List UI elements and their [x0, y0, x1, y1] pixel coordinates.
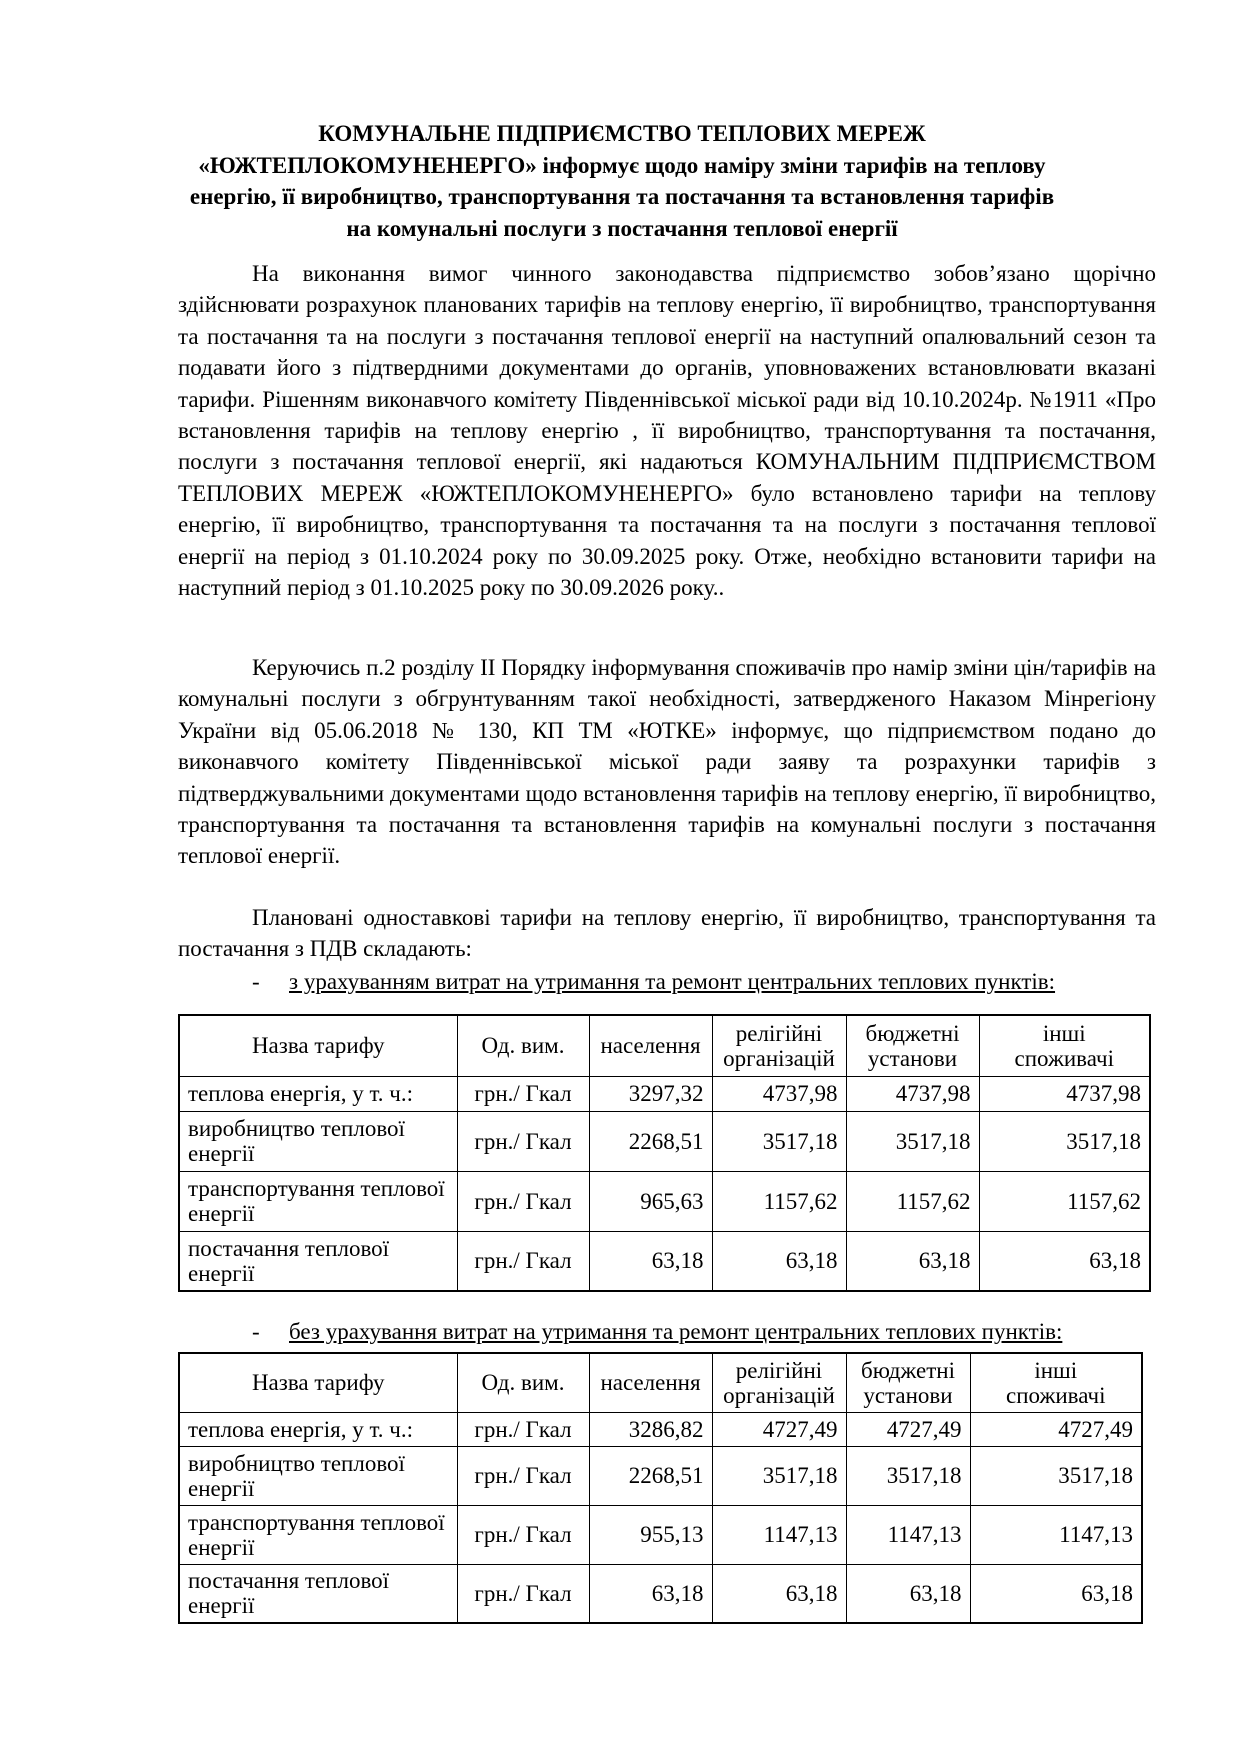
header-budget-line-2: установи	[863, 1382, 953, 1408]
header-other-line-2: споживачі	[1014, 1045, 1114, 1071]
header-religious-line-1: релігійні	[735, 1020, 823, 1046]
table-row	[179, 1111, 1150, 1171]
header-name: Назва тарифу	[179, 1353, 457, 1412]
row-religious: 63,18	[712, 1231, 846, 1291]
header-other-line-2: споживачі	[1006, 1382, 1106, 1408]
row-religious: 3517,18	[712, 1111, 846, 1171]
list-dash: -	[252, 969, 260, 994]
row-budget: 4737,98	[846, 1076, 979, 1111]
row-population: 965,63	[589, 1171, 712, 1231]
row-other: 3517,18	[979, 1111, 1150, 1171]
header-other	[970, 1353, 1142, 1412]
header-religious-line-2: організацій	[723, 1382, 835, 1408]
section-1-heading	[252, 968, 1055, 996]
row-budget: 1157,62	[846, 1171, 979, 1231]
table-row	[179, 1076, 1150, 1111]
row-unit: грн./ Гкал	[457, 1564, 589, 1623]
row-budget: 3517,18	[846, 1111, 979, 1171]
row-other: 4737,98	[979, 1076, 1150, 1111]
tariff-table-with-ctp	[178, 1014, 1151, 1292]
row-budget: 1147,13	[846, 1505, 970, 1564]
row-population: 2268,51	[589, 1111, 712, 1171]
row-unit: грн./ Гкал	[457, 1412, 589, 1446]
row-budget: 63,18	[846, 1564, 970, 1623]
header-unit: Од. вим.	[457, 1353, 589, 1412]
header-budget-line-1: бюджетні	[861, 1357, 955, 1383]
row-name: теплова енергія, у т. ч.:	[179, 1076, 457, 1111]
header-line-4: на комунальні послуги з постачання теплової енергії	[346, 215, 898, 241]
header-other-line-1: інші	[1034, 1357, 1078, 1383]
row-population: 2268,51	[589, 1446, 712, 1505]
row-other: 1147,13	[970, 1505, 1142, 1564]
header-religious	[712, 1015, 846, 1076]
header-religious	[712, 1353, 846, 1412]
row-name: виробництво теплової енергії	[179, 1111, 457, 1171]
table-row	[179, 1564, 1142, 1623]
document-header	[150, 118, 1094, 244]
row-other: 63,18	[970, 1564, 1142, 1623]
list-dash: -	[252, 1319, 260, 1344]
header-line-1: КОМУНАЛЬНЕ ПІДПРИЄМСТВО ТЕПЛОВИХ МЕРЕЖ	[318, 121, 926, 146]
header-religious-line-1: релігійні	[735, 1357, 823, 1383]
row-religious: 1157,62	[712, 1171, 846, 1231]
header-population: населення	[589, 1353, 712, 1412]
row-population: 955,13	[589, 1505, 712, 1564]
paragraph-1	[178, 258, 1156, 603]
row-unit: грн./ Гкал	[457, 1111, 589, 1171]
row-religious: 4737,98	[712, 1076, 846, 1111]
row-religious: 63,18	[712, 1564, 846, 1623]
table-row	[179, 1446, 1142, 1505]
row-name: теплова енергія, у т. ч.:	[179, 1412, 457, 1446]
header-other	[979, 1015, 1150, 1076]
row-name: постачання теплової енергії	[179, 1231, 457, 1291]
row-unit: грн./ Гкал	[457, 1171, 589, 1231]
row-unit: грн./ Гкал	[457, 1076, 589, 1111]
paragraph-3-text: Плановані одноставкові тарифи на теплову енергію, її виробництво, транспортування та постачання з ПДВ складають:	[178, 905, 1156, 962]
row-religious: 1147,13	[712, 1505, 846, 1564]
header-line-2: «ЮЖТЕПЛОКОМУНЕНЕРГО» інформує щодо наміру зміни тарифів на теплову	[198, 152, 1046, 178]
row-other: 63,18	[979, 1231, 1150, 1291]
row-budget: 63,18	[846, 1231, 979, 1291]
row-budget: 3517,18	[846, 1446, 970, 1505]
header-other-line-1: інші	[1042, 1020, 1086, 1046]
row-other: 4727,49	[970, 1412, 1142, 1446]
row-population: 3286,82	[589, 1412, 712, 1446]
table-row	[179, 1412, 1142, 1446]
row-other: 1157,62	[979, 1171, 1150, 1231]
header-name: Назва тарифу	[179, 1015, 457, 1076]
row-population: 3297,32	[589, 1076, 712, 1111]
section-2-heading	[252, 1318, 1062, 1346]
row-population: 63,18	[589, 1231, 712, 1291]
table-row	[179, 1171, 1150, 1231]
header-religious-line-2: організацій	[723, 1045, 835, 1071]
row-unit: грн./ Гкал	[457, 1505, 589, 1564]
row-name: виробництво теплової енергії	[179, 1446, 457, 1505]
section-2-title: без урахування витрат на утримання та ремонт центральних теплових пунктів:	[289, 1319, 1063, 1344]
table-header-row	[179, 1015, 1150, 1076]
header-unit: Од. вим.	[457, 1015, 589, 1076]
row-name: постачання теплової енергії	[179, 1564, 457, 1623]
header-population: населення	[589, 1015, 712, 1076]
paragraph-2	[178, 652, 1156, 872]
paragraph-3	[178, 902, 1156, 965]
header-budget	[846, 1015, 979, 1076]
row-other: 3517,18	[970, 1446, 1142, 1505]
header-budget-line-1: бюджетні	[865, 1020, 960, 1046]
paragraph-1-text: На виконання вимог чинного законодавства підприємство зобов’язано щорічно здійснювати розрахунок планованих тарифів на теплову енергію, її виробництво, транспортування та постачання та на послуги з постачання теплової енергії на наступний опалювальний сезон та подавати його з підтвердними документами до органів, уповноважених встановлювати вказані тарифи. Рішенням виконавчого комітету Південнівської міської ради від 10.10.2024р. №1911 «Про встановлення тарифів на теплову енергію , її виробництво, транспортування та постачання, послуги з постачання теплової енергії, які надаються КОМУНАЛЬНИМ ПІДПРИЄМСТВОМ ТЕПЛОВИХ МЕРЕЖ «ЮЖТЕПЛОКОМУНЕНЕРГО» було встановлено тарифи на теплову енергію, її виробництво, транспортування та постачання та на послуги з постачання теплової енергії на період з 01.10.2024 року по 30.09.2025 року. Отже, необхідно встановити тарифи на наступний період з 01.10.2025 року по 30.09.2026 року..	[178, 261, 1156, 601]
table-row	[179, 1505, 1142, 1564]
table-row	[179, 1231, 1150, 1291]
row-name: транспортування теплової енергії	[179, 1505, 457, 1564]
row-religious: 3517,18	[712, 1446, 846, 1505]
table-header-row	[179, 1353, 1142, 1412]
row-name: транспортування теплової енергії	[179, 1171, 457, 1231]
section-1-title: з урахуванням витрат на утримання та ремонт центральних теплових пунктів:	[289, 969, 1056, 994]
tariff-table-without-ctp	[178, 1352, 1143, 1624]
row-unit: грн./ Гкал	[457, 1446, 589, 1505]
row-religious: 4727,49	[712, 1412, 846, 1446]
row-unit: грн./ Гкал	[457, 1231, 589, 1291]
row-budget: 4727,49	[846, 1412, 970, 1446]
row-population: 63,18	[589, 1564, 712, 1623]
header-line-3: енергію, її виробництво, транспортування та постачання та встановлення тарифів	[189, 184, 1055, 209]
paragraph-2-text: Керуючись п.2 розділу ІІ Порядку інформування споживачів про намір зміни цін/тарифів на комунальні послуги з обгрунтуванням такої необхідності, затвердженого Наказом Мінрегіону України від 05.06.2018 № 130, КП ТМ «ЮТКЕ» інформує, що підприємством подано до виконавчого комітету Південнівської міської ради заяву та розрахунки тарифів з підтверджувальними документами щодо встановлення тарифів на теплову енергію, її виробництво, транспортування та постачання та встановлення тарифів на комунальні послуги з постачання теплової енергії.	[178, 655, 1156, 869]
header-budget-line-2: установи	[867, 1045, 958, 1071]
header-budget	[846, 1353, 970, 1412]
